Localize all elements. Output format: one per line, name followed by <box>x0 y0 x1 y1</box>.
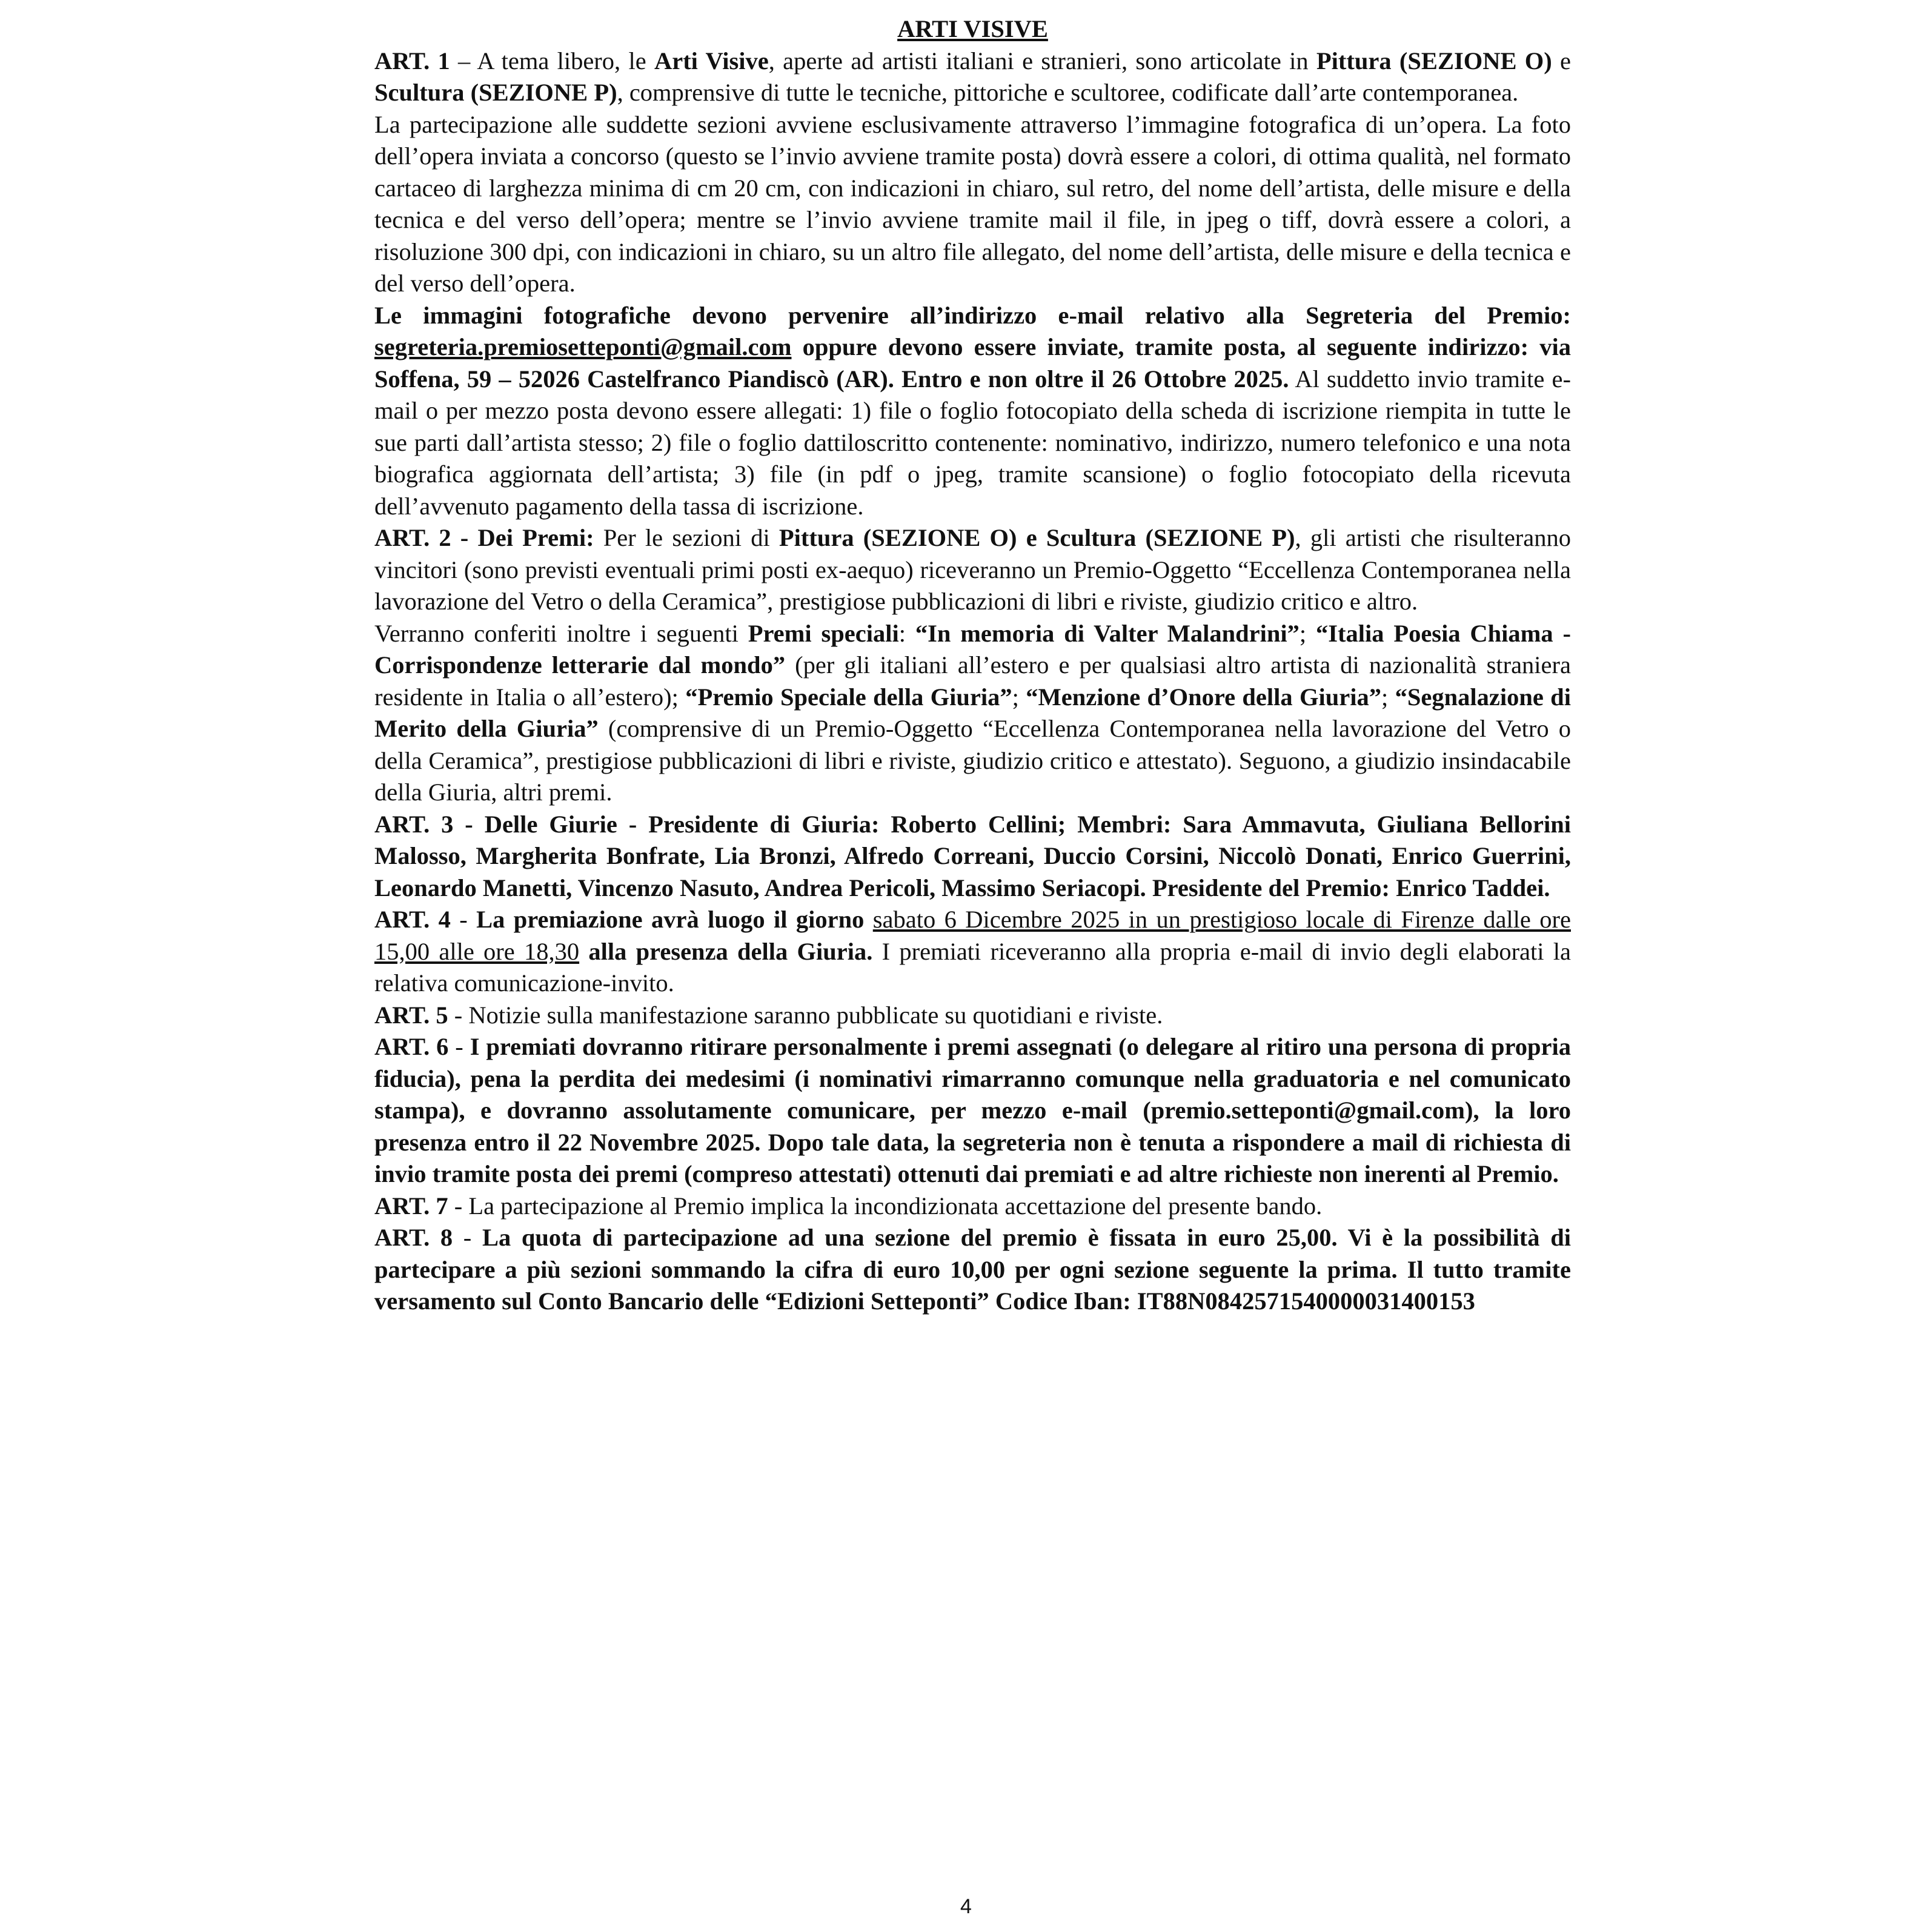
art4-text-2: I premiati riceveranno alla propria e-mail di invio degli elaborati la relativa comunicazione-invito. <box>374 937 1571 997</box>
art1-submission-bold-2: oppure devono essere inviate, tramite posta, al seguente indirizzo: via Soffena, 59 – 52026 Castelfranco Piandiscò (AR). Entro e non oltre il 26 Ottobre 2025. <box>374 333 1571 393</box>
art2-sp-bold-2: “In memoria di Valter Malandrini” <box>915 619 1300 647</box>
art1-bold-2: Pittura (SEZIONE O) <box>1316 47 1552 75</box>
art8-paragraph <box>374 1222 1571 1318</box>
art1-paragraph <box>374 45 1571 109</box>
art2-bold-1: Pittura (SEZIONE O) e Scultura (SEZIONE P) <box>778 524 1295 551</box>
art2-sp-text-7: (comprensive di un Premio-Oggetto “Eccellenza Contemporanea nella lavorazione del Vetro o della Ceramica”, prestigiose pubblicazioni di libri e riviste, giudizio critico e attestato). Seguono, a giudizio insindacabile della Giuria, altri premi. <box>374 715 1571 806</box>
art6-paragraph <box>374 1031 1571 1190</box>
art2-sp-text-5: ; <box>1012 683 1026 711</box>
secretary-email-link[interactable]: segreteria.premiosetteponti@gmail.com <box>374 333 792 360</box>
art1-submission-text: Al suddetto invio tramite e-mail o per mezzo posta devono essere allegati: 1) file o foglio fotocopiato della scheda di iscrizione riempita in tutte le sue parti dall’artista stesso; 2) file o foglio dattiloscritto contenente: nominativo, indirizzo, numero telefonico e una nota biografica aggiornata dell’artista; 3) file (in pdf o jpeg, tramite scansione) o foglio fotocopiato della ricevuta dell’avvenuto pagamento della tassa di iscrizione. <box>374 365 1571 520</box>
art8-bold: La quota di partecipazione ad una sezione del premio è fissata in euro 25,00. Vi è la possibilità di partecipare a più sezioni sommando la cifra di euro 10,00 per ogni sezione seguente la prima. Il tutto tramite versamento sul Conto Bancario delle “Edizioni Setteponti” Codice Iban: IT88N0842571540000031400153 <box>374 1224 1571 1315</box>
art2-sp-text-6: ; <box>1381 683 1395 711</box>
art4-bold-1: La premiazione avrà luogo il giorno <box>476 906 873 933</box>
art4-bold-2: alla presenza della Giuria. <box>579 937 873 965</box>
art1-label: ART. 1 <box>374 47 450 75</box>
art2-sp-text-2: : <box>898 619 915 647</box>
art2-special-prizes-paragraph <box>374 618 1571 809</box>
art1-bold-1: Arti Visive <box>654 47 769 75</box>
art4-text-1: - <box>450 906 477 933</box>
art6-bold: I premiati dovranno ritirare personalmente i premi assegnati (o delegare al ritiro una persona di propria fiducia), pena la perdita dei medesimi (i nominativi rimarranno comunque nella graduatoria e nel comunicato stampa), e dovranno assolutamente comunicare, per mezzo e-mail (premio.setteponti@gmail.com), la loro presenza entro il 22 Novembre 2025. Dopo tale data, la segreteria non è tenuta a rispondere a mail di richiesta di invio tramite posta dei premi (compreso attestati) ottenuti dai premiati e ad altre richieste non inerenti al Premio. <box>374 1033 1571 1187</box>
art4-paragraph <box>374 904 1571 1000</box>
art2-sp-text-3: ; <box>1299 619 1316 647</box>
art2-text-2: , gli artisti che risulteranno vincitori (sono previsti eventuali primi posti ex-aequo) riceveranno un Premio-Oggetto “Eccellenza Contemporanea nella lavorazione del Vetro o della Ceramica”, prestigiose pubblicazioni di libri e riviste, giudizio critico e altro. <box>374 524 1572 615</box>
art2-sp-bold-3: “Italia Poesia Chiama - Corrispondenze letterarie dal mondo” <box>374 619 1571 679</box>
art1-bold-3: Scultura (SEZIONE P) <box>374 79 617 106</box>
art7-label: ART. 7 <box>374 1192 448 1220</box>
art2-sp-bold-5: “Menzione d’Onore della Giuria” <box>1026 683 1381 711</box>
art1-text-2: , aperte ad artisti italiani e stranieri, sono articolate in <box>768 47 1316 75</box>
art8-label: ART. 8 <box>374 1224 453 1251</box>
art5-label: ART. 5 <box>374 1001 448 1029</box>
art2-sp-bold-6: “Segnalazione di Merito della Giuria” <box>374 683 1571 742</box>
art2-sp-bold-4: “Premio Speciale della Giuria” <box>685 683 1012 711</box>
art3-paragraph: ART. 3 - Delle Giurie - Presidente di Giuria: Roberto Cellini; Membri: Sara Ammavuta, Giuliana Bellorini Malosso, Margherita Bonfrate, Lia Bronzi, Alfredo Correani, Duccio Corsini, Niccolò Donati, Enrico Guerrini, Leonardo Manetti, Vincenzo Nasuto, Andrea Pericoli, Massimo Seriacopi. Presidente del Premio: Enrico Taddei. <box>374 810 1571 901</box>
art7-paragraph <box>374 1190 1571 1223</box>
art4-date-location: sabato 6 Dicembre 2025 in un prestigioso locale di Firenze dalle ore 15,00 alle ore 18,30 <box>374 906 1571 965</box>
art6-label: ART. 6 <box>374 1033 449 1060</box>
art2-sp-text-1: Verranno conferiti inoltre i seguenti <box>374 619 748 647</box>
art7-text: - La partecipazione al Premio implica la incondizionata accettazione del presente bando. <box>448 1192 1323 1220</box>
art5-paragraph <box>374 1000 1571 1032</box>
art2-sp-text-4: (per gli italiani all’estero e per qualsiasi altro artista di nazionalità straniera residente in Italia o all’estero); <box>374 651 1571 711</box>
document-page <box>374 13 1571 1318</box>
art2-sp-bold-1: Premi speciali <box>748 619 899 647</box>
art1-text-4: , comprensive di tutte le tecniche, pittoriche e scultoree, codificate dall’arte contemporanea. <box>617 79 1519 106</box>
art2-paragraph <box>374 522 1571 618</box>
art5-text: - Notizie sulla manifestazione saranno pubblicate su quotidiani e riviste. <box>448 1001 1163 1029</box>
art1-photo-paragraph: La partecipazione alle suddette sezioni avviene esclusivamente attraverso l’immagine fotografica di un’opera. La foto dell’opera inviata a concorso (questo se l’invio avviene tramite posta) dovrà essere a colori, di ottima qualità, nel formato cartaceo di larghezza minima di cm 20 cm, con indicazioni in chiaro, sul retro, del nome dell’artista, delle misure e della tecnica e del verso dell’opera; mentre se l’invio avviene tramite mail il file, in jpeg o tiff, dovrà essere a colori, a risoluzione 300 dpi, con indicazioni in chiaro, su un altro file allegato, del nome dell’artista, delle misure e della tecnica e del verso dell’opera. <box>374 110 1571 297</box>
page-number: 4 <box>960 1895 972 1918</box>
art4-label: ART. 4 <box>374 906 451 933</box>
art2-label: ART. 2 - Dei Premi: <box>374 524 594 551</box>
section-title: ARTI VISIVE <box>897 15 1048 42</box>
art2-text-1: Per le sezioni di <box>594 524 779 551</box>
art8-text-1: - <box>453 1224 482 1251</box>
art1-text-3: e <box>1552 47 1572 75</box>
art1-submission-bold-1: Le immagini fotografiche devono pervenire all’indirizzo e-mail relativo alla Segreteria del Premio: <box>374 301 1571 329</box>
art1-text-1: – A tema libero, le <box>450 47 654 75</box>
art1-submission-paragraph <box>374 300 1571 523</box>
art6-text-1: - <box>448 1033 470 1060</box>
